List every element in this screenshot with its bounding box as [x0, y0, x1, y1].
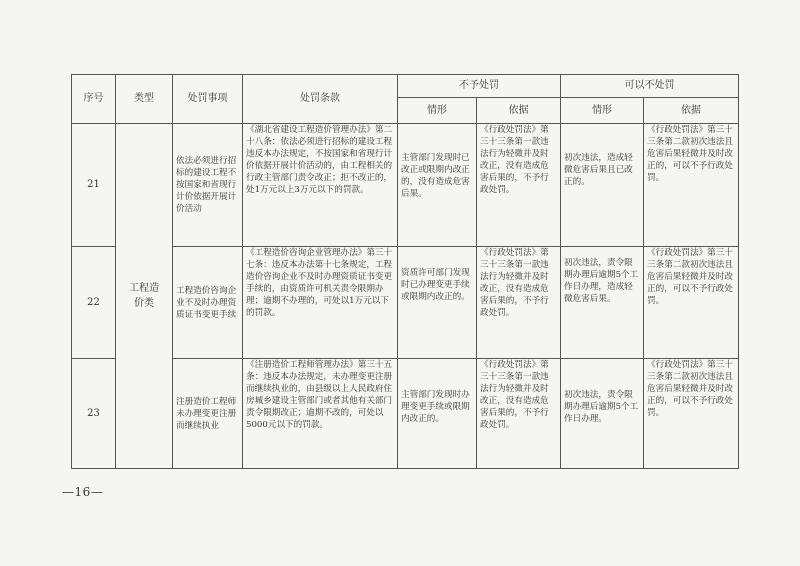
np-basis: 《行政处罚法》第三十三条第一款违法行为轻微并及时改正，没有造成危害后果的，不予行政处罚。 — [477, 247, 561, 359]
mp-basis: 《行政处罚法》第三十三条第二款初次违法且危害后果轻微并及时改正的，可以不予行政处罚。 — [644, 124, 739, 247]
np-situation: 主管部门发现时办理变更手续或限期内改正的。 — [398, 359, 477, 469]
np-situation: 主管部门发现时已改正或限期内改正的，没有造成危害后果。 — [398, 124, 477, 247]
penalty-item: 工程造价咨询企业不及时办理资质证书变更手续 — [173, 247, 243, 359]
mp-situation: 初次违法，责令限期办理后逾期5个工作日办理。 — [561, 359, 644, 469]
category-cell — [116, 124, 173, 469]
penalty-clause: 《工程造价咨询企业管理办法》第三十七条：违反本办法第十七条规定，工程造价咨询企业不及时办理资质证书变更手续的，由资质许可机关责令限期办理；逾期不办理的，可处以1万元以下的罚款。 — [243, 247, 398, 359]
header-item: 处罚事项 — [173, 75, 243, 124]
header-row-1 — [72, 75, 739, 98]
np-situation: 资质许可部门发现时已办理变更手续或限期内改正的。 — [398, 247, 477, 359]
penalty-item: 注册造价工程师未办理变更注册而继续执业 — [173, 359, 243, 469]
header-mp-basis: 依据 — [644, 98, 739, 124]
mp-basis: 《行政处罚法》第三十三条第二款初次违法且危害后果轻微并及时改正的，可以不予行政处罚。 — [644, 247, 739, 359]
header-clause: 处罚条款 — [243, 75, 398, 124]
header-np-situation: 情形 — [398, 98, 477, 124]
penalty-clause: 《注册造价工程师管理办法》第三十五条：违反本办法规定，未办理变更注册而继续执业的，由县级以上人民政府住房城乡建设主管部门或者其他有关部门责令限期改正；逾期不改的，可处以5000元以下的罚款。 — [243, 359, 398, 469]
row-number: 23 — [72, 359, 116, 469]
table-row — [72, 124, 739, 247]
header-np-basis: 依据 — [477, 98, 561, 124]
penalty-item: 依法必须进行招标的建设工程不按国家和省现行计价依据开展计价活动 — [173, 124, 243, 247]
mp-basis: 《行政处罚法》第三十三条第二款初次违法且危害后果轻微并及时改正的，可以不予行政处罚。 — [644, 359, 739, 469]
table-row — [72, 359, 739, 469]
category-label: 工程造价类 — [129, 283, 159, 309]
row-number: 22 — [72, 247, 116, 359]
header-may-no-penalty: 可以不处罚 — [561, 75, 739, 98]
table-row — [72, 247, 739, 359]
header-seq: 序号 — [72, 75, 116, 124]
penalty-table — [71, 74, 739, 469]
mp-situation: 初次违法，责令限期办理后逾期5个工作日办理，造成轻微危害后果。 — [561, 247, 644, 359]
np-basis: 《行政处罚法》第三十三条第一款违法行为轻微并及时改正，没有造成危害后果的，不予行政处罚。 — [477, 124, 561, 247]
header-mp-situation: 情形 — [561, 98, 644, 124]
header-no-penalty: 不予处罚 — [398, 75, 561, 98]
np-basis: 《行政处罚法》第三十三条第一款违法行为轻微并及时改正，没有造成危害后果的，不予行政处罚。 — [477, 359, 561, 469]
penalty-clause: 《湖北省建设工程造价管理办法》第二十八条：依法必须进行招标的建设工程违反本办法规定，不按国家和省现行计价依据开展计价活动的，由工程相关的行政主管部门责令改正；拒不改正的，处1万元以上3万元以下的罚款。 — [243, 124, 398, 247]
page-number: —16— — [62, 485, 104, 499]
row-number: 21 — [72, 124, 116, 247]
mp-situation: 初次违法，造成轻微危害后果且已改正的。 — [561, 124, 644, 247]
header-type: 类型 — [116, 75, 173, 124]
